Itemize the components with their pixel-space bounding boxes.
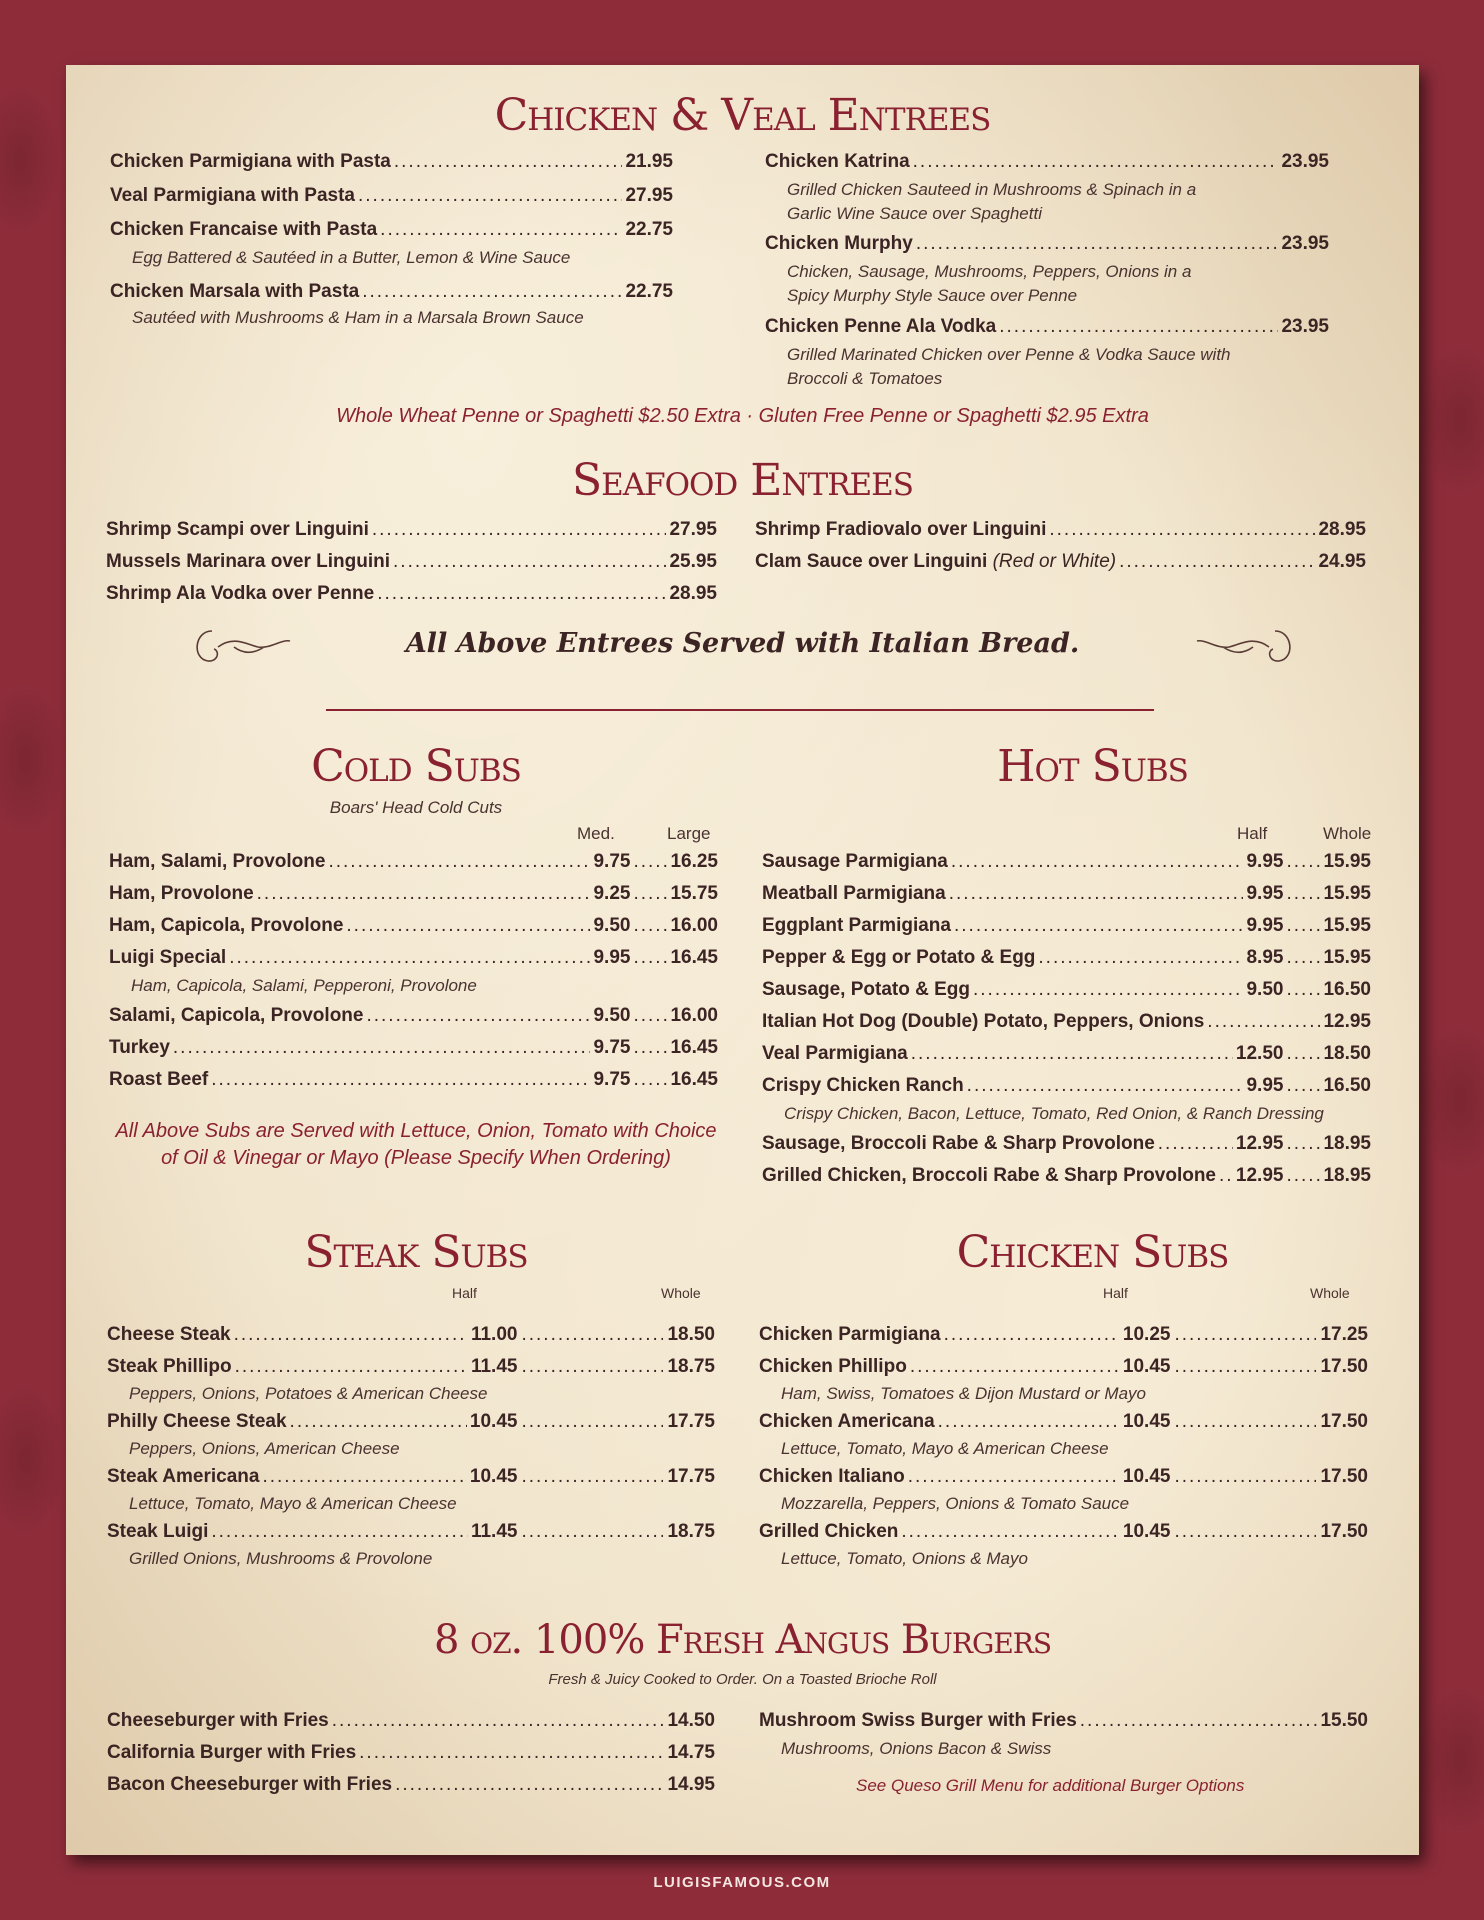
item-description: Garlic Wine Sauce over Spaghetti [787,204,1042,223]
column-header-large: Large [667,824,711,843]
column-header-whole: Whole [1323,824,1372,843]
section-title-burgers: 8 oz. 100% Fresh Angus Burgers [433,1617,1052,1663]
section-title-hot-subs: Hot Subs [997,741,1188,792]
menu-item: Mushroom Swiss Burger with Fries ..... 15.50 [759,1710,1368,1732]
menu-item: Chicken Parmigiana ..... 10.25 ..... 17.25 [759,1324,1368,1346]
menu-item: Pepper & Egg or Potato & Egg ..... 8.95 ..... 15.95 [762,947,1371,969]
menu-item: Grilled Chicken ..... 10.45 ..... 17.50 [759,1521,1368,1543]
item-description: Grilled Onions, Mushrooms & Provolone [129,1549,433,1568]
column-header-half: Half [1237,824,1268,843]
item-description: Mushrooms, Onions Bacon & Swiss [781,1739,1052,1758]
section-title-chicken-veal: Chicken & Veal Entrees [494,90,991,141]
menu-item: Steak Luigi ..... 11.45 ..... 18.75 [107,1521,715,1543]
menu-item: Meatball Parmigiana ..... 9.95 ..... 15.95 [762,883,1371,905]
menu-item: Luigi Special ..... 9.95 ..... 16.45 [109,947,718,969]
menu-item: Chicken Murphy ..... 23.95 [765,233,1329,255]
item-description: Peppers, Onions, Potatoes & American Cheese [129,1384,488,1403]
section-title-chicken-subs: Chicken Subs [956,1227,1229,1278]
menu-item: Cheese Steak ..... 11.00 ..... 18.50 [107,1324,715,1346]
menu-item: Sausage, Broccoli Rabe & Sharp Provolone ..... 12.95 ..... 18.95 [762,1133,1371,1155]
column-header-half: Half [452,1285,477,1301]
item-description: Lettuce, Tomato, Mayo & American Cheese [781,1439,1109,1458]
item-description: Broccoli & Tomatoes [787,369,943,388]
menu-item: Grilled Chicken, Broccoli Rabe & Sharp Provolone ..... 12.95 ..... 18.95 [762,1165,1371,1187]
menu-item: Chicken Penne Ala Vodka ..... 23.95 [765,316,1329,338]
website-link[interactable]: LUIGISFAMOUS.COM [653,1874,831,1891]
column-header-med: Med. [577,824,615,843]
item-description: Crispy Chicken, Bacon, Lettuce, Tomato, Red Onion, & Ranch Dressing [784,1104,1324,1123]
menu-item: Chicken Italiano ..... 10.45 ..... 17.50 [759,1466,1368,1488]
item-description: Chicken, Sausage, Mushrooms, Peppers, Onions in a [787,262,1192,281]
item-description: Mozzarella, Peppers, Onions & Tomato Sauce [781,1494,1130,1513]
item-description: Ham, Capicola, Salami, Pepperoni, Provolone [131,976,477,995]
menu-item: Roast Beef ..... 9.75 ..... 16.45 [109,1069,718,1091]
menu-item: Clam Sauce over Linguini (Red or White) ..... 24.95 [755,551,1366,573]
menu-item: Salami, Capicola, Provolone ..... 9.50 ..... 16.00 [109,1005,718,1027]
item-description: Lettuce, Tomato, Mayo & American Cheese [129,1494,457,1513]
menu-item: Shrimp Ala Vodka over Penne ..... 28.95 [106,583,717,605]
queso-grill-note: See Queso Grill Menu for additional Burger Options [856,1776,1245,1795]
section-divider [326,709,1154,711]
menu-item: Veal Parmigiana ..... 12.50 ..... 18.50 [762,1043,1371,1065]
menu-item: Cheeseburger with Fries ..... 14.50 [107,1710,715,1732]
cold-subs-note: All Above Subs are Served with Lettuce, Onion, Tomato with Choice of Oil & Vinegar or Mayo (Please Specify When Ordering) [115,1120,717,1169]
menu-item: Steak Americana ..... 10.45 ..... 17.75 [107,1466,715,1488]
menu-item: Eggplant Parmigiana ..... 9.95 ..... 15.95 [762,915,1371,937]
menu-item: California Burger with Fries ..... 14.75 [107,1742,715,1764]
section-title-seafood: Seafood Entrees [571,455,914,506]
flourish-right-icon [1191,625,1301,669]
pasta-note: Whole Wheat Penne or Spaghetti $2.50 Extra · Gluten Free Penne or Spaghetti $2.95 Extra [336,405,1149,427]
item-description: Grilled Chicken Sauteed in Mushrooms & Spinach in a [787,180,1197,199]
column-header-whole: Whole [1310,1285,1350,1301]
menu-item: Sausage Parmigiana ..... 9.95 ..... 15.95 [762,851,1371,873]
menu-item: Philly Cheese Steak ..... 10.45 ..... 17.75 [107,1411,715,1433]
menu-item: Chicken Katrina ..... 23.95 [765,151,1329,173]
bread-note: All Above Entrees Served with Italian Bread. [405,628,1080,659]
menu-item: Chicken Americana ..... 10.45 ..... 17.50 [759,1411,1368,1433]
section-title-steak-subs: Steak Subs [304,1227,528,1278]
item-description: Sautéed with Mushrooms & Ham in a Marsala Brown Sauce [132,308,584,327]
menu-item: Chicken Marsala with Pasta ..... 22.75 [110,281,673,303]
menu-item: Chicken Francaise with Pasta ..... 22.75 [110,219,673,241]
menu-item: Steak Phillipo ..... 11.45 ..... 18.75 [107,1356,715,1378]
item-description: Spicy Murphy Style Sauce over Penne [787,286,1078,305]
section-title-cold-subs: Cold Subs [311,741,521,792]
menu-item: Shrimp Fradiovalo over Linguini ..... 28.95 [755,519,1366,541]
menu-item: Mussels Marinara over Linguini ..... 25.95 [106,551,717,573]
menu-item: Chicken Parmigiana with Pasta ..... 21.95 [110,151,673,173]
cold-subs-subtitle: Boars' Head Cold Cuts [329,798,503,817]
menu-item: Ham, Salami, Provolone ..... 9.75 ..... 16.25 [109,851,718,873]
menu-item: Italian Hot Dog (Double) Potato, Peppers, Onions ..... 12.95 [762,1011,1371,1033]
menu-page [66,65,1419,1855]
item-description: Egg Battered & Sautéed in a Butter, Lemon & Wine Sauce [132,248,571,267]
menu-item: Ham, Provolone ..... 9.25 ..... 15.75 [109,883,718,905]
item-description: Ham, Swiss, Tomatoes & Dijon Mustard or Mayo [781,1384,1146,1403]
item-description: Peppers, Onions, American Cheese [129,1439,400,1458]
menu-item: Ham, Capicola, Provolone ..... 9.50 ..... 16.00 [109,915,718,937]
menu-item: Turkey ..... 9.75 ..... 16.45 [109,1037,718,1059]
menu-item: Veal Parmigiana with Pasta ..... 27.95 [110,185,673,207]
column-header-half: Half [1103,1285,1128,1301]
column-header-whole: Whole [661,1285,701,1301]
item-description: Lettuce, Tomato, Onions & Mayo [781,1549,1028,1568]
menu-item: Shrimp Scampi over Linguini ..... 27.95 [106,519,717,541]
burgers-subtitle: Fresh & Juicy Cooked to Order. On a Toasted Brioche Roll [548,1671,937,1688]
menu-item: Sausage, Potato & Egg ..... 9.50 ..... 16.50 [762,979,1371,1001]
menu-item: Bacon Cheeseburger with Fries ..... 14.95 [107,1774,715,1796]
item-description: Grilled Marinated Chicken over Penne & Vodka Sauce with [787,345,1231,364]
menu-item: Crispy Chicken Ranch ..... 9.95 ..... 16.50 [762,1075,1371,1097]
menu-item: Chicken Phillipo ..... 10.45 ..... 17.50 [759,1356,1368,1378]
